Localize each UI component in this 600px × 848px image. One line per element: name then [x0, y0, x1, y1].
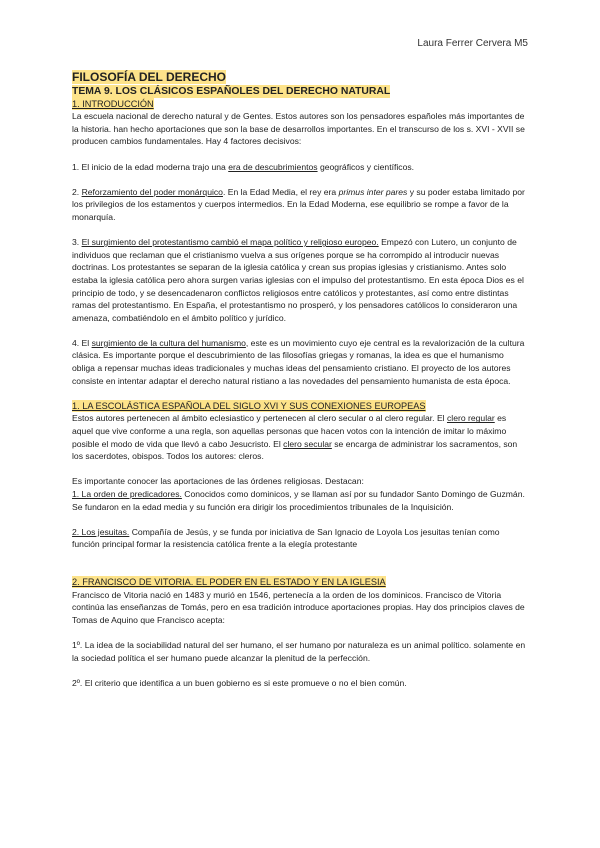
principle-2: 2º. El criterio que identifica a un buen gobierno es si este promueve o no el bien común.: [72, 677, 407, 688]
clero-paragraph: Estos autores pertenecen al ámbito eclesiastico y pertenecen al clero secular o al clero regular. El clero regular es aquel que vive conforme a una regla, son aquellas personas que hacen votos con la intención de imitar lo máximo posible el modo de vida que llevó a cabo Jesucristo. El clero secular se encarga de administrar los sacramentos, son los sacerdotes, obispos. Todos los autores: cleros.: [72, 413, 518, 462]
underlined-term: 2. Los jesuitas.: [72, 526, 130, 537]
underlined-term: surgimiento de la cultura del humanismo: [91, 337, 246, 348]
underlined-term: Reforzamiento del poder monárquico: [81, 186, 223, 197]
document-body: [72, 70, 528, 690]
factor-2: 2. Reforzamiento del poder monárquico. En la Edad Media, el rey era primus inter pares y su poder estaba limitado por los privilegios de los estamentos y cuerpos intermedios. En la Edad Moderna, ese equilibrio se rompe a favor de la monarquía.: [72, 186, 525, 222]
ordenes-intro: Es importante conocer las aportaciones de las órdenes religiosas. Destacan:: [72, 476, 364, 487]
section-heading-introduccion: 1. INTRODUCCIÓN: [72, 98, 154, 109]
factor-1: 1. El inicio de la edad moderna trajo una era de descubrimientos geográficos y científicos.: [72, 161, 415, 172]
underlined-term: 1. La orden de predicadores.: [72, 489, 182, 499]
orden-jesuitas: 2. Los jesuitas. Compañía de Jesús, y se funda por iniciativa de San Ignacio de Loyola Los jesuitas tenían como función principal formar la resistencia católica frente a la elegía protestante: [72, 526, 500, 550]
principle-1: 1º. La idea de la sociabilidad natural del ser humano, el ser humano por naturaleza es un animal político. solamente en la sociedad política el ser humano puede alcanzar la plenitud de la perfección.: [72, 640, 526, 663]
factor-3: 3. El surgimiento del protestantismo cambió el mapa político y religioso europeo. Empezó con Lutero, un conjunto de individuos que reclaman que el cristianismo vuelva a sus orígenes porque se ha corrompido al introducir nuevas doctrinas. Los protestantes se separan de la iglesia católica y crean sus propias iglesias y cristianismo. Antes solo estaba la iglesia católica pero ahora surgen varias iglesias con el impulso del protestantismo. En esta época Dios es el principio de todo, y se desencadenaron conflictos religiosos entre católicos y protestantes, así como entre distintas ramas del protestantismo. En España, el protestantismo no prosperó, y los pensadores católicos lo consideraron una amenaza, combatiéndolo en el ámbito político y jurídico.: [72, 237, 524, 323]
latin-term: primus inter pares: [338, 186, 408, 197]
section-heading-vitoria: 2. FRANCISCO DE VITORIA. EL PODER EN EL ESTADO Y EN LA IGLESIA: [72, 577, 386, 588]
document-subtitle: TEMA 9. LOS CLÁSICOS ESPAÑOLES DEL DERECHO NATURAL: [72, 85, 391, 97]
underlined-term: El surgimiento del protestantismo cambió el mapa político y religioso europeo.: [81, 237, 379, 248]
underlined-term: clero regular: [446, 413, 495, 424]
vitoria-paragraph: Francisco de Vitoria nació en 1483 y murió en 1546, pertenecía a la orden de los dominicos. Francisco de Vitoria continúa las enseñanzas de Tomás, pero en esa tradición introduce aportaciones propias. Hay dos principios claves de Tomas de Aquino que Francisco acepta:: [72, 589, 525, 625]
orden-predicadores: 1. La orden de predicadores. Conocidos como dominicos, y se llaman así por su fundador Santo Domingo de Guzmán. Se fundaron en la edad media y su función era dirigir los procedimientos tribunales de la Inquisición.: [72, 489, 525, 512]
intro-paragraph: La escuela nacional de derecho natural y de Gentes. Estos autores son los pensadores españoles más importantes de la historia. han hecho aportaciones que son la base de desarrollos importantes. En el transcurso de los s. XVI - XVII se producen cambios fundamentales. Hay 4 factores decisivos:: [72, 111, 525, 147]
underlined-term: clero secular: [283, 438, 332, 449]
factor-4: 4. El surgimiento de la cultura del humanismo, este es un movimiento cuyo eje central es la revalorización de la cultura clásica. Es importante porque el descubrimiento de las filosofías griegas y romanas, la idea es que el humanismo obliga a repensar muchas ideas tradicionales y muchas ideas del pensamiento cristiano. El proyecto de los autores consiste en intentar adaptar el derecho natural ristiano a las novedades del pensamiento humanista de esta época.: [72, 337, 525, 386]
underlined-term: era de descubrimientos: [228, 161, 318, 172]
author-header: Laura Ferrer Cervera M5: [417, 38, 528, 49]
section-heading-escolastica: 1. LA ESCOLÁSTICA ESPAÑOLA DEL SIGLO XVI Y SUS CONEXIONES EUROPEAS: [72, 400, 426, 411]
document-title: FILOSOFÍA DEL DERECHO: [72, 70, 227, 84]
